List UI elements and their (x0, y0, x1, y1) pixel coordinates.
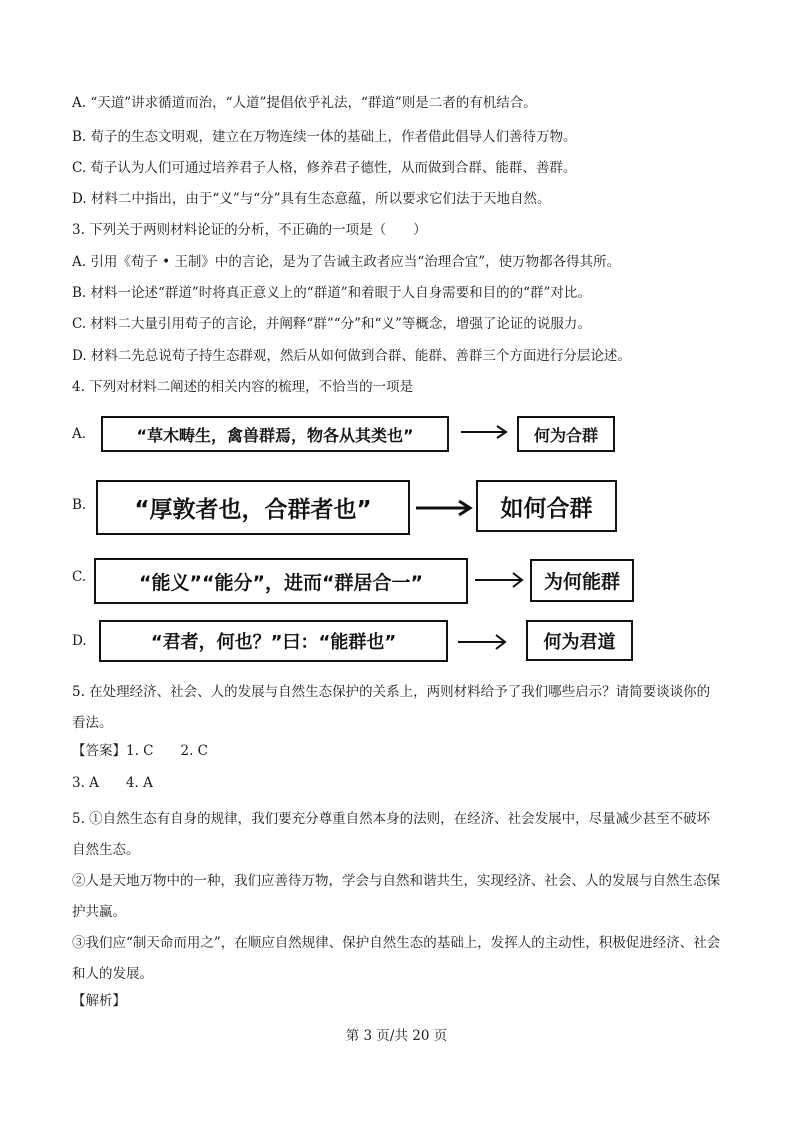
question-5: 5. 在处理经济、社会、人的发展与自然生态保护的关系上，两则材料给予了我们哪些启示？请简要谈谈你的看法。 (72, 684, 711, 731)
q4-option-d-right-box (526, 620, 633, 661)
q4-option-d-left-text: “君者，何也？”曰：“能群也” (150, 632, 397, 653)
q4-option-d-left-box (99, 620, 448, 662)
answer-5-point-1: 5. ①自然生态有自身的规律，我们要充分尊重自然本身的法则，在经济、社会发展中，尽量减少甚至不破坏自然生态。 (72, 811, 711, 858)
analysis-tag: 【解析】 (72, 993, 126, 1009)
q4-option-d-right-text: 何为君道 (543, 631, 616, 653)
q4-option-a-label: A. (72, 426, 87, 442)
q4-option-a-right-box (517, 416, 615, 452)
q2-option-b: B. 荀子的生态文明观，建立在万物连续一体的基础上，作者借此倡导人们善待万物。 (72, 129, 577, 145)
answer-row-1-values: 1. C 2. C (126, 743, 209, 759)
q2-option-d: D. 材料二中指出，由于“义”与“分”具有生态意蕴，所以要求它们法于天地自然。 (72, 191, 551, 207)
q3-option-b: B. 材料一论述“群道”时将真正意义上的“群道”和着眼于人自身需要和目的的“群”对比。 (72, 285, 591, 301)
q4-option-c-left-box (94, 558, 468, 604)
q4-option-c-label: C. (72, 569, 87, 585)
answer-tag: 【答案】 (72, 743, 126, 759)
question-4: 4. 下列对材料二阐述的相关内容的梳理，不恰当的一项是 (72, 379, 414, 395)
arrow-right-icon (473, 571, 525, 589)
question-3: 3. 下列关于两则材料论证的分析，不正确的一项是（ ） (72, 222, 427, 238)
q4-option-c-left-text: “能义”“能分”，进而“群居合一” (139, 571, 423, 594)
q4-option-a-left-box (101, 416, 449, 452)
page-footer: 第 3 页/共 20 页 (345, 1028, 448, 1044)
answer-row-1 (72, 741, 723, 761)
q4-option-b-left-box (96, 480, 410, 535)
answer-5-point-2: ②人是天地万物中的一种，我们应善待万物，学会与自然和谐共生，实现经济、社会、人的发展与自然生态保护共赢。 (72, 873, 720, 920)
q4-option-c-right-box (530, 559, 634, 602)
q4-option-a-right-text: 何为合群 (533, 425, 598, 445)
q3-option-c: C. 材料二大量引用荀子的言论，并阐释“群”“分”和“义”等概念，增强了论证的说服力。 (72, 316, 591, 332)
q4-option-b-left-text: “厚敦者也，合群者也” (134, 497, 372, 523)
answer-row-2: 3. A 4. A (72, 775, 153, 791)
arrow-right-icon (414, 498, 474, 518)
q4-option-d-label: D. (72, 633, 87, 649)
q4-option-b-label: B. (72, 497, 87, 513)
answer-5-point-3: ③我们应“制天命而用之”，在顺应自然规律、保护自然生态的基础上，发挥人的主动性，积极促进经济、社会和人的发展。 (72, 935, 721, 982)
q4-option-c-right-text: 为何能群 (543, 571, 620, 593)
q4-option-b-right-box (476, 480, 617, 532)
q3-option-d: D. 材料二先总说荀子持生态群观，然后从如何做到合群、能群、善群三个方面进行分层论述。 (72, 348, 631, 364)
q4-option-b-right-text: 如何合群 (500, 495, 593, 522)
arrow-right-icon (459, 424, 509, 440)
q3-option-a: A. 引用《荀子 • 王制》中的言论，是为了告诫主政者应当“治理合宜”，使万物都各得其所。 (72, 254, 621, 270)
q2-option-c: C. 荀子认为人们可通过培养君子人格，修养君子德性，从而做到合群、能群、善群。 (72, 160, 577, 176)
q2-option-a: A. “天道”讲求循道而治，“人道”提倡依乎礼法，“群道”则是二者的有机结合。 (72, 95, 537, 111)
q4-option-a-left-text: “草木畴生，禽兽群焉，物各从其类也” (136, 425, 414, 445)
arrow-right-icon (456, 633, 508, 651)
